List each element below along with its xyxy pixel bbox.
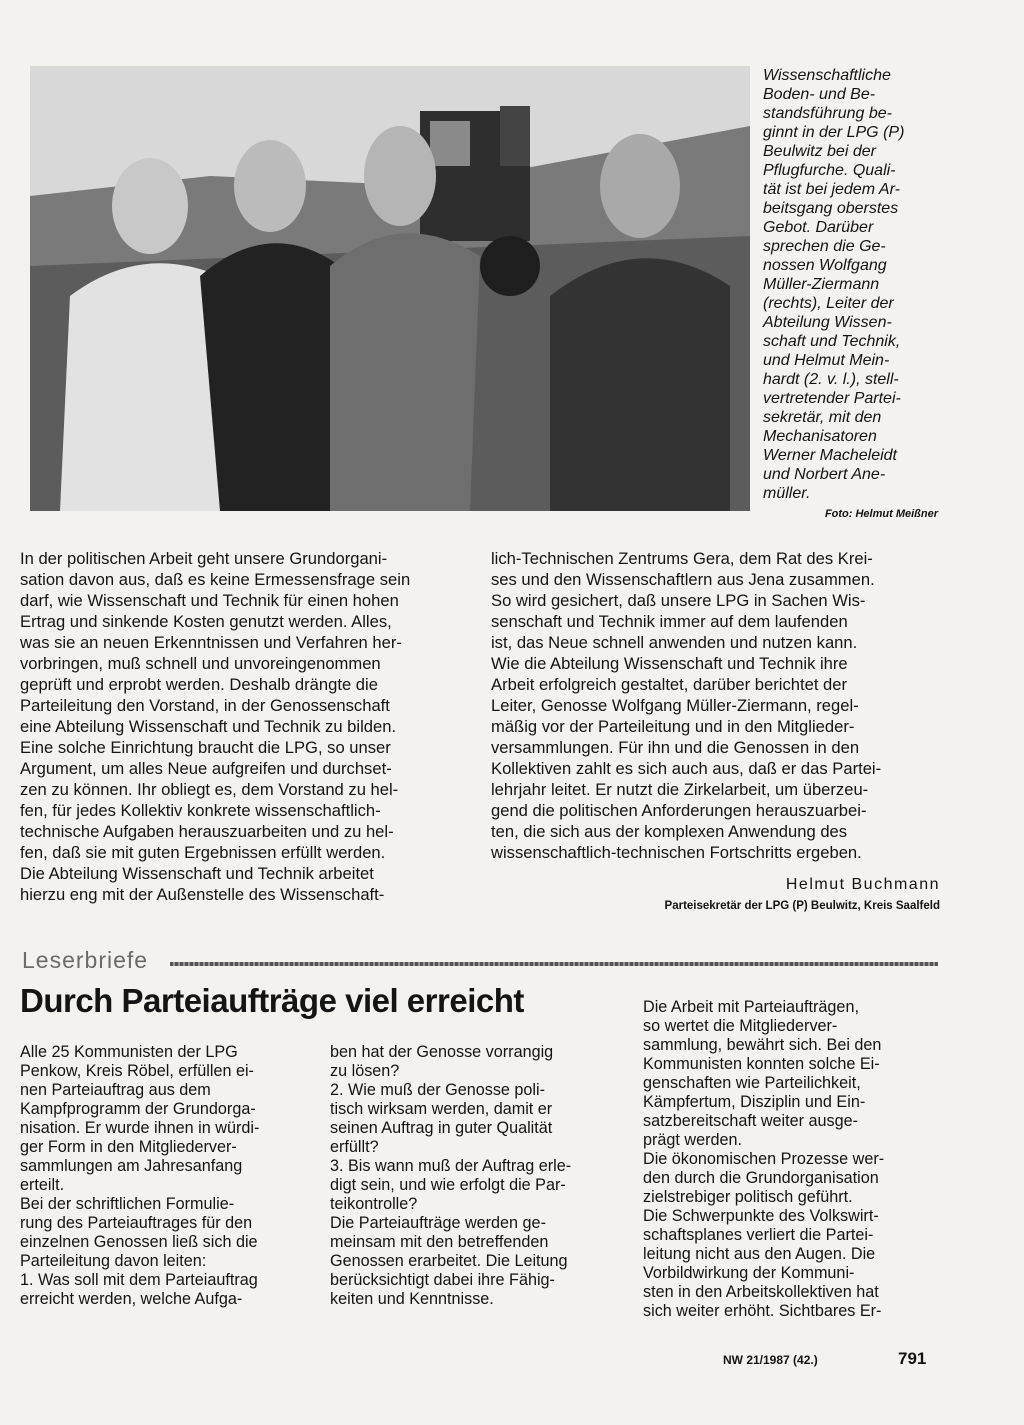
letter-column-3: Die Arbeit mit Parteiaufträgen, so wertet die Mitgliederver- sammlung, bewährt sich. Bei den Kommunisten konnten solche Ei- genschaften wie Parteilichkeit, Kämpfertum, Disziplin und Ein- satzbereitschaft weiter ausge- prägt werden. Die ökonomischen Prozesse wer- den durch die Grundorganisation zielstrebiger politisch geführt. Die Schwerpunkte des Volkswirt- schaftsplanes verliert die Partei- leitung nicht aus den Augen. Die Vorbildwirkung der Kommuni- sten in den Arbeitskollektiven hat sich weiter erhöht. Sichtbares Er-	[643, 998, 885, 1320]
photo-caption	[763, 66, 953, 524]
letter-column-1: Alle 25 Kommunisten der LPG Penkow, Kreis Röbel, erfüllen ei- nen Parteiauftrag aus dem Kampfprogramm der Grundorga- nisation. Er wurde ihnen in würdi- ger Form in den Mitgliederver- sammlungen am Jahresanfang erteilt. Bei der schriftlichen Formulie- rung des Parteiauftrages für den einzelnen Genossen ließ sich die Parteileitung davon leiten: 1. Was soll mit dem Parteiauftrag erreicht werden, welche Aufga-	[20, 1043, 260, 1308]
article-author: Helmut Buchmann	[785, 876, 940, 893]
section-label: Leserbriefe	[22, 947, 149, 973]
section-divider	[170, 962, 938, 966]
photo	[30, 66, 750, 511]
article-column-1: In der politischen Arbeit geht unsere Grundorgani- sation davon aus, daß es keine Ermessensfrage sein darf, wie Wissenschaft und Technik für einen hohen Ertrag und sinkende Kosten genutzt werden. Alles, was sie an neuen Erkenntnissen und Verfahren her- vorbringen, muß schnell und unvoreingenommen geprüft und erprobt werden. Deshalb drängte die Parteileitung den Vorstand, in der Genossenschaft eine Abteilung Wissenschaft und Technik zu bilden. Eine solche Einrichtung braucht die LPG, so unser Argument, um alles Neue aufgreifen und durchset- zen zu können. Ihr obliegt es, dem Vorstand zu hel- fen, für jedes Kollektiv konkrete wissenschaftlich- technische Aufgaben herauszuarbeiten und zu hel- fen, daß sie mit guten Ergebnissen erfüllt werden. Die Abteilung Wissenschaft und Technik arbeitet hierzu eng mit der Außenstelle des Wissenschaft-	[20, 549, 411, 904]
footer-issue: NW 21/1987 (42.)	[723, 1353, 818, 1367]
photo-illustration	[30, 66, 750, 511]
article-column-2: lich-Technischen Zentrums Gera, dem Rat des Krei- ses und den Wissenschaftlern aus Jena zusammen. So wird gesichert, daß unsere LPG in Sachen Wis- senschaft und Technik immer auf dem laufenden ist, das Neue schnell anwenden und nutzen kann. Wie die Abteilung Wissenschaft und Technik ihre Arbeit erfolgreich gestaltet, darüber berichtet der Leiter, Genosse Wolfgang Müller-Ziermann, regel- mäßig vor der Parteileitung und in den Mitglieder- versammlungen. Für ihn und die Genossen in den Kollektiven zahlt es sich auch aus, daß er das Partei- lehrjahr leitet. Er nutzt die Zirkelarbeit, um überzeu- gend die politischen Anforderungen herauszuarbei- ten, die sich aus der komplexen Anwendung des wissenschaftlich-technischen Fortschritts ergeben.	[491, 549, 882, 862]
article-author-role: Parteisekretär der LPG (P) Beulwitz, Kreis Saalfeld	[664, 900, 940, 912]
photo-credit: Foto: Helmut Meißner	[824, 508, 938, 520]
photo-caption-text: Wissenschaftliche Boden- und Be- standsführung be- ginnt in der LPG (P) Beulwitz bei der Pflugfurche. Quali- tät ist bei jedem Ar- beitsgang oberstes Gebot. Darüber sprechen die Ge- nossen Wolfgang Müller-Ziermann (rechts), Leiter der Abteilung Wissen- schaft und Technik, und Helmut Mein- hardt (2. v. l.), stell- vertretender Partei- sekretär, mit den Mechanisatoren Werner Macheleidt und Norbert Ane- müller.	[763, 67, 905, 502]
page-number: 791	[898, 1349, 927, 1368]
letter-column-2: ben hat der Genosse vorrangig zu lösen? 2. Wie muß der Genosse poli- tisch wirksam werden, damit er seinen Auftrag in guter Qualität erfüllt? 3. Bis wann muß der Auftrag erle- digt sein, und wie erfolgt die Par- teikontrolle? Die Parteiaufträge werden ge- meinsam mit den betreffenden Genossen erarbeitet. Die Leitung berücksichtigt dabei ihre Fähig- keiten und Kenntnisse.	[330, 1043, 572, 1308]
letters-headline: Durch Parteiaufträge viel erreicht	[20, 982, 524, 1019]
